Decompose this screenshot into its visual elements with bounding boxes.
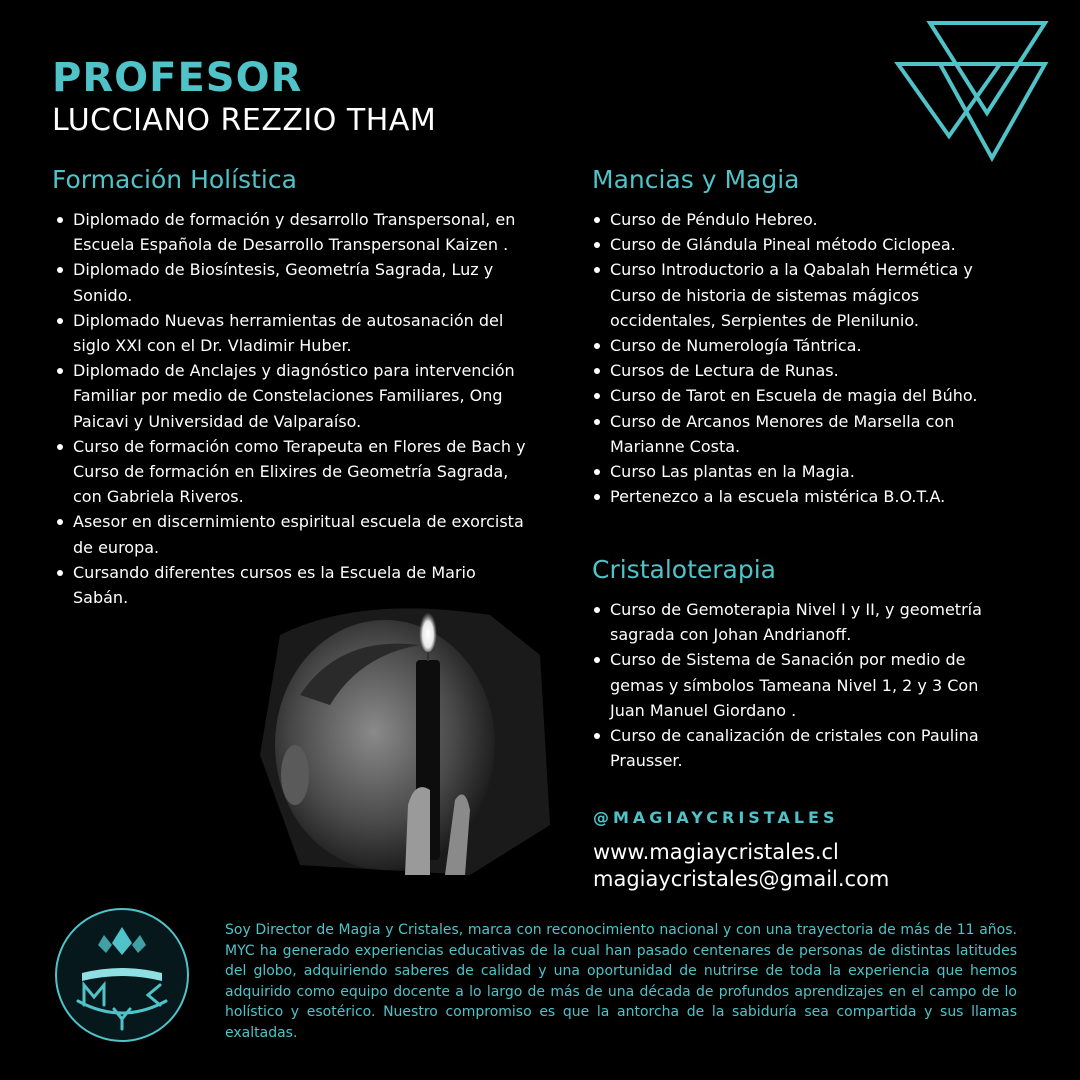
website-link[interactable]: www.magiaycristales.cl: [593, 840, 839, 864]
list-item: Curso de Sistema de Sanación por medio de gemas y símbolos Tameana Nivel 1, 2 y 3 Con Juan Manuel Giordano .: [592, 647, 1012, 723]
cristaloterapia-list: [592, 597, 1012, 773]
list-item: Pertenezco a la escuela mistérica B.O.T.A.: [592, 484, 1012, 509]
magia-y-cristales-emblem-icon: [52, 905, 192, 1045]
list-item: Asesor en discernimiento espiritual escuela de exorcista de europa.: [55, 509, 535, 559]
list-item: Curso de Gemoterapia Nivel I y II, y geometría sagrada con Johan Andrianoff.: [592, 597, 1012, 647]
formacion-list: [55, 207, 535, 610]
list-item: Diplomado de Anclajes y diagnóstico para intervención Familiar por medio de Constelaciones Familiares, Ong Paicavi y Universidad de Valparaíso.: [55, 358, 535, 434]
list-item: Diplomado de Biosíntesis, Geometría Sagrada, Luz y Sonido.: [55, 257, 535, 307]
bio-paragraph: Soy Director de Magia y Cristales, marca con reconocimiento nacional y con una trayectoria de más de 11 años. MYC ha generado experiencias educativas de la cual han pasado centenares de personas de distintas latitudes del globo, adquiriendo saberes de calidad y una oportunidad de nutrirse de toda la experiencia que hemos adquirido como equipo docente a lo largo de más de una década de profundos aprendizajes en el campo de lo holístico y esotérico. Nuestro compromiso es que la antorcha de la sabiduría sea compartida y sus llamas exaltadas.: [225, 922, 1017, 1041]
mancias-list: [592, 207, 1012, 509]
section-title-cristaloterapia: Cristaloterapia: [592, 555, 776, 584]
section-title-mancias: Mancias y Magia: [592, 165, 800, 194]
list-item: Curso de Numerología Tántrica.: [592, 333, 1012, 358]
email-link[interactable]: magiaycristales@gmail.com: [593, 867, 890, 891]
list-item: Cursando diferentes cursos es la Escuela de Mario Sabán.: [55, 560, 535, 610]
list-item: Curso de Arcanos Menores de Marsella con Marianne Costa.: [592, 409, 1012, 459]
list-item: Curso Las plantas en la Magia.: [592, 459, 1012, 484]
social-handle[interactable]: @MAGIAYCRISTALES: [593, 808, 839, 827]
list-item: Diplomado de formación y desarrollo Transpersonal, en Escuela Española de Desarrollo Transpersonal Kaizen .: [55, 207, 535, 257]
list-item: Curso Introductorio a la Qabalah Hermética y Curso de historia de sistemas mágicos occidentales, Serpientes de Plenilunio.: [592, 257, 1012, 333]
list-item: Cursos de Lectura de Runas.: [592, 358, 1012, 383]
list-item: Curso de Péndulo Hebreo.: [592, 207, 1012, 232]
list-item: Curso de Tarot en Escuela de magia del Búho.: [592, 383, 1012, 408]
page-title-line-2: LUCCIANO REZZIO THAM: [52, 103, 437, 138]
triangles-logo-icon: [890, 18, 1060, 163]
section-title-formacion: Formación Holística: [52, 165, 297, 194]
list-item: Curso de canalización de cristales con Paulina Prausser.: [592, 723, 1012, 773]
list-item: Curso de formación como Terapeuta en Flores de Bach y Curso de formación en Elixires de Geometría Sagrada, con Gabriela Riveros.: [55, 434, 535, 510]
list-item: Diplomado Nuevas herramientas de autosanación del siglo XXI con el Dr. Vladimir Huber.: [55, 308, 535, 358]
list-item: Curso de Glándula Pineal método Ciclopea.: [592, 232, 1012, 257]
page-title-line-1: PROFESOR: [52, 55, 303, 101]
candle-portrait-photo: [240, 575, 560, 880]
